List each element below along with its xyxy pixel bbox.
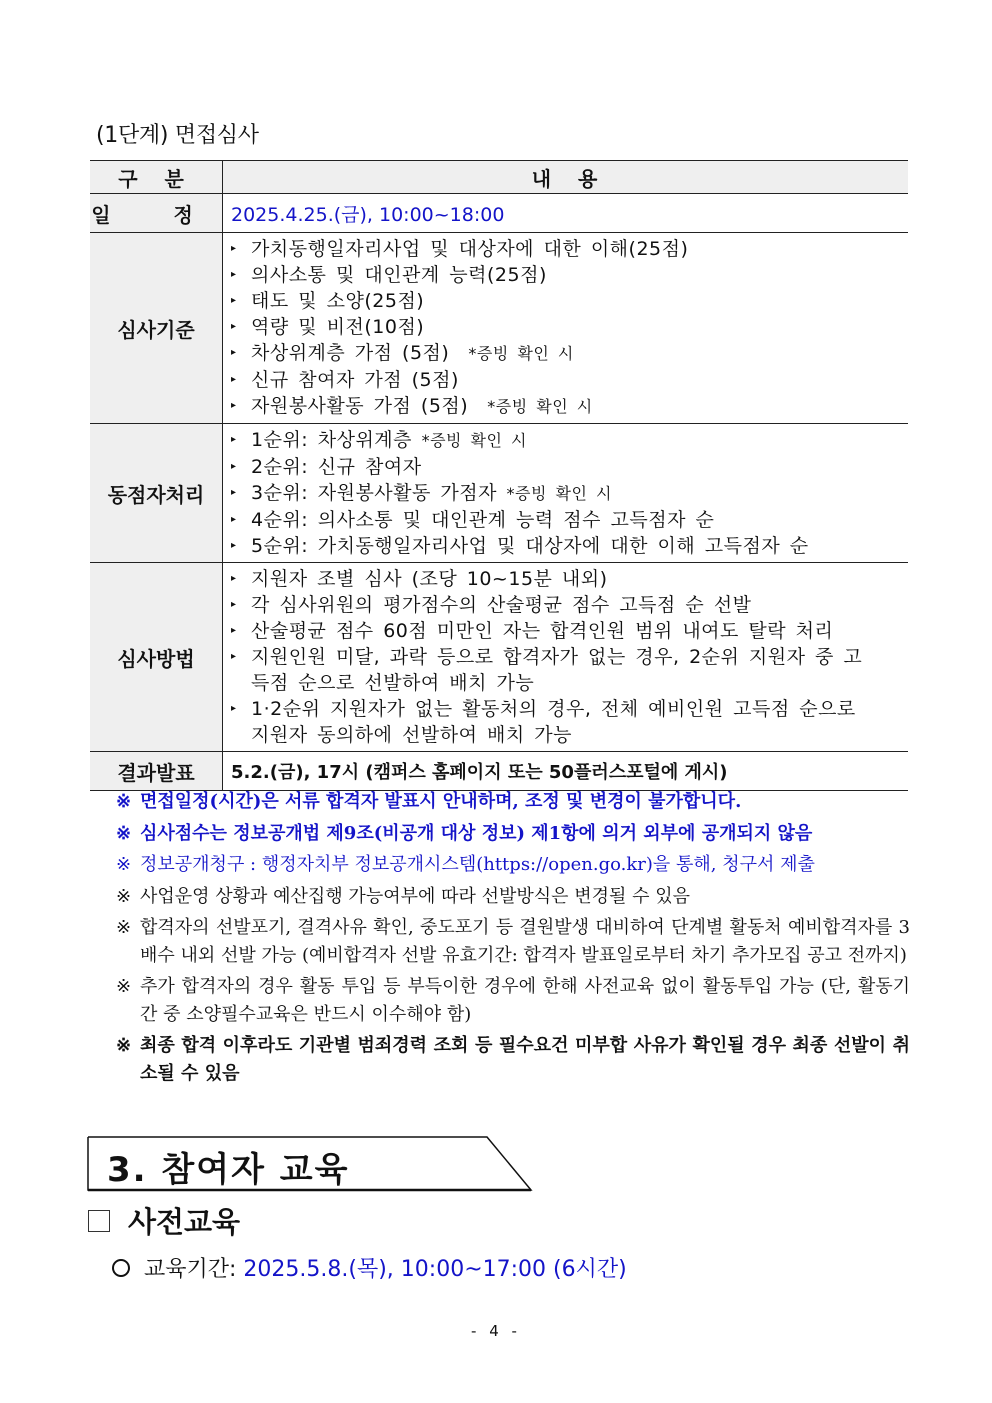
header-content: 내 용 xyxy=(223,161,909,194)
page-number: - 4 - xyxy=(471,1322,521,1340)
criteria-label: 심사기준 xyxy=(90,233,223,424)
note-additional-candidates: ※ 추가 합격자의 경우 활동 투입 등 부득이한 경우에 한해 사전교육 없이 활동투입 가능 (단, 활동기간 중 소양필수교육은 반드시 이수해야 함) xyxy=(116,976,910,1025)
tiebreak-content xyxy=(223,424,909,563)
criteria-content xyxy=(223,233,909,424)
subheading xyxy=(88,1200,240,1241)
education-period-label: 교육기간: xyxy=(144,1257,237,1282)
list-item: ▸ 자원봉사활동 가점 (5점) *증빙 확인 시 xyxy=(231,393,908,420)
list-item: ▸ 산술평균 점수 60점 미만인 자는 합격인원 범위 내여도 탈락 처리 xyxy=(231,618,868,644)
square-bullet-icon xyxy=(88,1210,110,1232)
list-item: ▸ 신규 참여자 가점 (5점) xyxy=(231,367,908,393)
list-item: ▸ 가치동행일자리사업 및 대상자에 대한 이해(25점) xyxy=(231,236,908,262)
proof-note: *증빙 확인 시 xyxy=(506,484,612,503)
list-item: ▸ 2순위: 신규 참여자 xyxy=(231,454,908,480)
proof-note: *증빙 확인 시 xyxy=(421,431,528,450)
interview-review-table xyxy=(90,160,908,791)
proof-note: *증빙 확인 시 xyxy=(468,344,574,363)
subheading-text: 사전교육 xyxy=(128,1205,241,1239)
list-item: ▸ 태도 및 소양(25점) xyxy=(231,288,908,314)
note-interview-schedule: ※ 면접일정(시간)은 서류 합격자 발표시 안내하며, 조정 및 변경이 불가합니다. xyxy=(116,791,742,812)
list-item: ▸ 차상위계층 가점 (5점) *증빙 확인 시 xyxy=(231,340,908,367)
list-item: ▸ 4순위: 의사소통 및 대인관계 능력 점수 고득점자 순 xyxy=(231,507,908,533)
note-score-privacy: ※ 심사점수는 정보공개법 제9조(비공개 대상 정보) 제1항에 의거 외부에 공개되지 않음 xyxy=(116,822,813,844)
list-item: ▸ 지원자 조별 심사 (조당 10~15분 내외) xyxy=(231,566,868,592)
notes-list xyxy=(116,788,910,1091)
table-row-schedule xyxy=(90,194,908,233)
note-selection-change: ※ 사업운영 상황과 예산집행 가능여부에 따라 선발방식은 변경될 수 있음 xyxy=(116,885,691,907)
circle-bullet-icon xyxy=(112,1259,130,1277)
section-title: 3. 참여자 교육 xyxy=(107,1150,350,1190)
schedule-value: 2025.4.25.(금), 10:00~18:00 xyxy=(223,194,909,233)
list-item: ▸ 5순위: 가치동행일자리사업 및 대상자에 대한 이해 고득점자 순 xyxy=(231,533,908,559)
note-reserve-candidates: ※ 합격자의 선발포기, 결격사유 확인, 중도포기 등 결원발생 대비하여 단계별 활동처 예비합격자를 3배수 내외 선발 가능 (예비합격자 선발 유효기간: 합격자 발표일로부터 차기 추가모집 공고 전까지) xyxy=(116,917,910,966)
header-category: 구 분 xyxy=(90,161,223,194)
table-row-criteria xyxy=(90,233,908,424)
list-item: ▸ 역량 및 비전(10점) xyxy=(231,314,908,340)
table-row-result xyxy=(90,752,908,791)
table-header-row xyxy=(90,161,908,194)
table-row-method xyxy=(90,563,908,752)
note-info-request: ※ 정보공개청구 : 행정자치부 정보공개시스템(https://open.go.kr)을 통해, 청구서 제출 xyxy=(116,854,815,875)
list-item: ▸ 3순위: 자원봉사활동 가점자 *증빙 확인 시 xyxy=(231,480,908,507)
education-period-value: 2025.5.8.(목), 10:00~17:00 (6시간) xyxy=(243,1257,627,1282)
schedule-label: 일 정 xyxy=(90,194,223,233)
method-content xyxy=(223,563,909,752)
table-row-tiebreak xyxy=(90,424,908,563)
list-item: ▸ 1순위: 차상위계층 *증빙 확인 시 xyxy=(231,427,908,454)
section-title-box xyxy=(87,1136,531,1190)
method-label: 심사방법 xyxy=(90,563,223,752)
result-label: 결과발표 xyxy=(90,752,223,791)
list-item: ▸ 의사소통 및 대인관계 능력(25점) xyxy=(231,262,908,288)
stage-title: (1단계) 면접심사 xyxy=(96,123,259,148)
list-item: ▸ 1·2순위 지원자가 없는 활동처의 경우, 전체 예비인원 고득점 순으로 지원자 동의하에 선발하여 배치 가능 xyxy=(231,696,868,748)
proof-note: *증빙 확인 시 xyxy=(487,397,593,416)
list-item: ▸ 지원인원 미달, 과락 등으로 합격자가 없는 경우, 2순위 지원자 중 고득점 순으로 선발하여 배치 가능 xyxy=(231,644,868,696)
tiebreak-label: 동점자처리 xyxy=(90,424,223,563)
education-period xyxy=(112,1252,627,1283)
note-final-cancel: ※ 최종 합격 이후라도 기관별 범죄경력 조회 등 필수요건 미부합 사유가 확인될 경우 최종 선발이 취소될 수 있음 xyxy=(116,1035,910,1084)
list-item: ▸ 각 심사위원의 평가점수의 산술평균 점수 고득점 순 선발 xyxy=(231,592,868,618)
result-value: 5.2.(금), 17시 (캠퍼스 홈페이지 또는 50플러스포털에 게시) xyxy=(223,752,909,791)
